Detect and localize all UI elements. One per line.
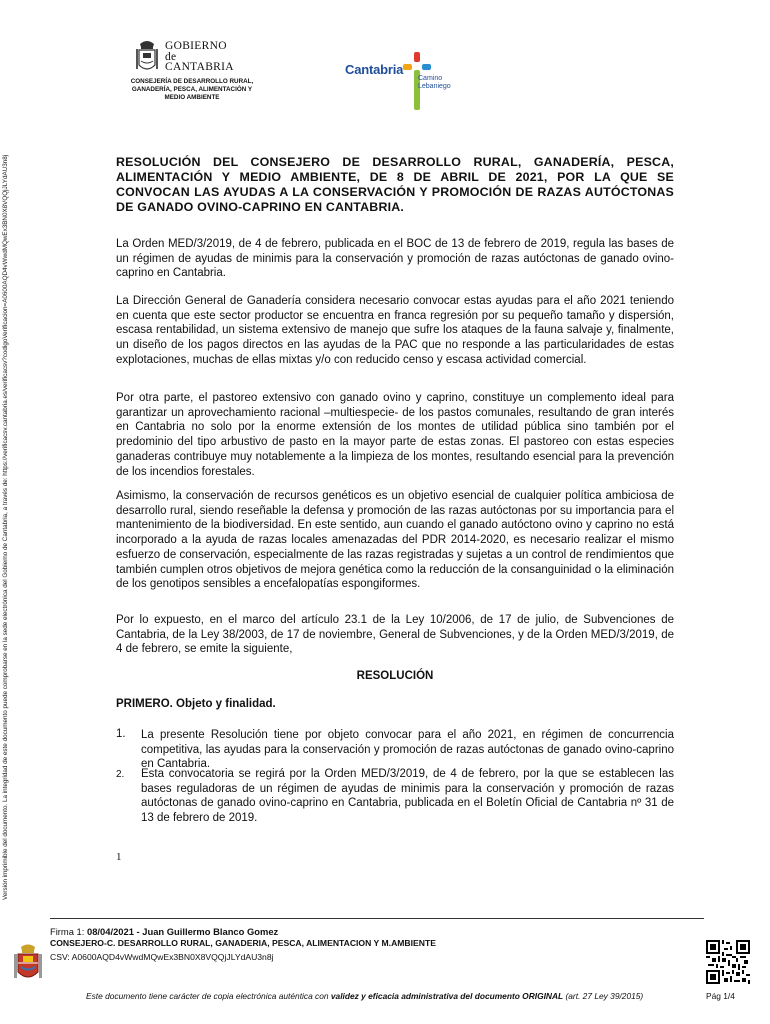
consejeria-line-1: CONSEJERÍA DE DESARROLLO RURAL, — [130, 78, 254, 85]
gobierno-de-line: de — [165, 50, 177, 63]
list-item: Esta convocatoria se regirá por la Orden MED/3/2019, de 4 de febrero, por la que se establecen las bases reguladoras de un régimen de ayudas de minimis para la conservación y promoción de razas autóctonas de ganado ovino-caprino en Cantabria, publicada en el Boletín Oficial de Cantabria nº 31 de 13 de febrero de 2019. — [141, 768, 674, 825]
footer-coat-of-arms-icon — [12, 942, 44, 988]
authenticity-disclaimer — [86, 991, 643, 1001]
camino-line: Camino — [418, 75, 443, 82]
signature-line — [50, 926, 278, 937]
gobierno-line: GOBIERNO — [165, 40, 227, 52]
coat-of-arms-icon — [134, 38, 160, 76]
primero-heading: PRIMERO. Objeto y finalidad. — [116, 698, 276, 710]
disclaimer-text-bold: validez y eficacia administrativa del documento ORIGINAL — [330, 991, 564, 1001]
consejeria-line-3: MEDIO AMBIENTE — [164, 94, 220, 101]
verification-side-note: Versión imprimible del documento. La integridad de este documento puede comprobarse en la sede electrónica del Gobierno de Cantabria, a través de: https://verificacsv.cantabria.es/verificacsv?codigoVerificacion=A0600AQD4vWwdMQwEx3BN0X8VQQjJLYdAU3n8j — [2, 154, 9, 900]
camino-lebaniego-label — [418, 75, 451, 91]
paragraph-3: Por otra parte, el pastoreo extensivo con ganado ovino y caprino, constituye un complemento ideal para garantizar un aprovechamiento racional –multiespecie- de los pastos comunales, resultando de gran interés en Cantabria no solo por la enorme extensión de los montes de utilidad pública sino también por el predominio del tipo arbustivo de pasto en la mayor parte de estas zonas. El pastoreo con estas especies ganaderas contribuye muy notablemente a la limpieza de los montes, resultando esencial para la prevención de los incendios forestales. — [116, 392, 674, 478]
resolucion-heading: RESOLUCIÓN — [356, 670, 434, 682]
consejeria-name — [112, 78, 272, 102]
signature-label: Firma 1: — [50, 926, 85, 937]
lebaniego-line: Lebaniego — [418, 83, 451, 90]
paragraph-5: Por lo expuesto, en el marco del artículo 23.1 de la Ley 10/2006, de 17 de julio, de Subvenciones de Cantabria, de la Ley 38/2003, de 17 de noviembre, General de Subvenciones, y de la Orden MED/3/2019, de 4 de febrero, se emite la siguiente, — [116, 614, 674, 656]
document-title: RESOLUCIÓN DEL CONSEJERO DE DESARROLLO RURAL, GANADERÍA, PESCA, ALIMENTACIÓN Y MEDIO AMBIENTE, DE 8 DE ABRIL DE 2021, POR LA QUE SE CONVOCAN LAS AYUDAS A LA CONSERVACIÓN Y PROMOCIÓN DE RAZAS AUTÓCTONAS DE GANADO OVINO-CAPRINO EN CANTABRIA. — [116, 155, 674, 214]
page-number: 1 — [116, 851, 122, 863]
disclaimer-text-a: Este documento tiene carácter de copia electrónica auténtica con — [86, 991, 331, 1001]
disclaimer-text-c: (art. 27 Ley 39/2015) — [563, 991, 644, 1001]
cantabria-line: CANTABRIA — [165, 61, 234, 73]
qr-code-icon[interactable] — [706, 940, 750, 984]
footer-divider — [50, 918, 704, 919]
signature-value: 08/04/2021 - Juan Guillermo Blanco Gomez — [87, 926, 279, 937]
csv-code[interactable]: CSV: A0600AQD4vWwdMQwEx3BN0X8VQQjJLYdAU3n8j — [50, 952, 274, 962]
cantabria-wordmark: Cantabria — [345, 62, 404, 77]
list-item: La presente Resolución tiene por objeto convocar para el año 2021, en régimen de concurrencia competitiva, las ayudas para la conservación y promoción de razas autóctonas de ganado ovino-caprino en Cantabria. — [141, 729, 674, 771]
cantabria-camino-logo — [345, 50, 465, 112]
consejeria-line-2: GANADERÍA, PESCA, ALIMENTACIÓN Y — [131, 86, 253, 93]
list-item-number: 1. — [116, 728, 126, 740]
paragraph-1: La Orden MED/3/2019, de 4 de febrero, publicada en el BOC de 13 de febrero de 2019, regula las bases de un régimen de ayudas de minimis para la conservación y promoción de razas autóctonas de ganado ovino-caprino en Cantabria. — [116, 238, 674, 280]
signer-position: CONSEJERO-C. DESARROLLO RURAL, GANADERIA, PESCA, ALIMENTACION Y M.AMBIENTE — [50, 938, 436, 948]
list-item-number: 2. — [116, 769, 125, 780]
page-of-total: Pág 1/4 — [706, 991, 735, 1001]
paragraph-2: La Dirección General de Ganadería considera necesario convocar estas ayudas para el año 2021 teniendo en cuenta que este sector productor se encuentra en franca regresión por su pequeño tamaño y dispersión, escasa rentabilidad, un sistema extensivo de manejo que sufre los ataques de la fauna salvaje y, finalmente, un diseño de los pagos directos en las ayudas de la PAC que no responde a las particularidades de estas explotaciones, muchas de ellas mixtas y/o con reducido censo y escasa actividad comercial. — [116, 295, 674, 366]
gobierno-logo — [112, 38, 272, 102]
paragraph-4: Asimismo, la conservación de recursos genéticos es un objetivo esencial de cualquier política ambiciosa de desarrollo rural, siendo reseñable la defensa y promoción de las razas autóctonas por su importancia para el mantenimiento de la biodiversidad. En este sentido, aun cuando el ganado autóctono ovino y caprino no está incorporado a la ayuda de razas locales amenazadas del PDR 2014-2020, es necesario realizar el mismo esfuerzo de conservación, especialmente de las razas registradas y sujetas a un control de rendimientos que también cumplen otros objetivos de mejora genética como la reducción de la consanguinidad o la eliminación de los genotipos sensibles a encefalopatías espongiformes. — [116, 490, 674, 591]
